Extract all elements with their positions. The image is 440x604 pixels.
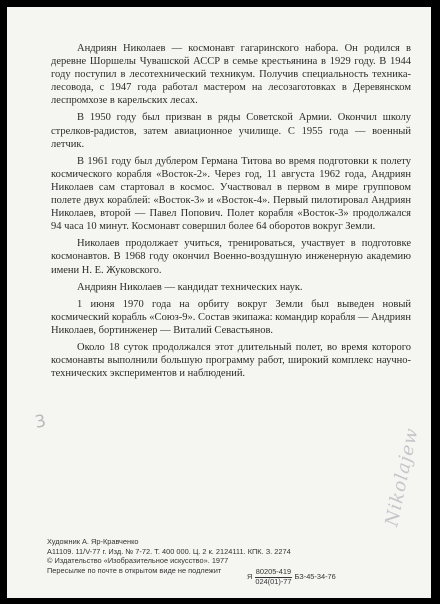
catalog-code-denominator: 024(01)-77 <box>255 576 292 586</box>
artist-credit: Художник А. Яр-Кравченко <box>47 537 139 546</box>
paragraph-flight-duration: Около 18 суток продолжался этот длительный полет, во время которого космонавты выполнили большую программу работ, широкий комплекс научно-технических экспериментов и наблюдений. <box>51 341 411 380</box>
handwritten-signature: Nikolajew <box>381 425 423 529</box>
paragraph-army: В 1950 году был призван в ряды Советской Армии. Окончил школу стрелков-радистов, затем авиационное училище. С 1955 года — военный летчик. <box>51 112 411 150</box>
catalog-code-prefix: Я <box>247 571 253 581</box>
paragraph-first-flight: В 1961 году был дублером Германа Титова во время подготовки к полету космического корабля «Восток-2». Через год, 11 августа 1962 года, Андриян Николаев сам стартовал в космос. Участвовал в первом в мире групповом полете двух кораблей: «Восток-3» и «Восток-4». Первый пилотировал Андриян Николаев, второй — Павел Попович. Полет корабля «Восток-3» продолжался 94 часа 10 минут. Космонавт совершил более 64 оборотов вокруг Земли. <box>51 155 411 233</box>
catalog-code-suffix: БЗ-45-34-76 <box>294 571 336 581</box>
publisher-imprint <box>47 537 417 575</box>
catalog-code <box>247 568 336 586</box>
copyright-line: © Издательство «Изобразительное искусство». 1977 <box>47 556 229 566</box>
paragraph-degree: Андриян Николаев — кандидат технических наук. <box>77 281 303 293</box>
paragraph-biography: Андриян Николаев — космонавт гагаринского набора. Он родился в деревне Шоршелы Чувашской АССР в семье крестьянина в 1929 году. В 1944 году поступил в лесотехнический техникум. Получив специальность техника-лесовода, с 1947 года работал мастером на лесозаготовках в Деревянском леспромхозе в карельских лесах. <box>51 43 411 107</box>
postcard-back <box>7 7 431 598</box>
paragraph-academy: Николаев продолжает учиться, тренироваться, участвует в подготовке космонавтов. В 1968 году окончил Военно-воздушную инженерную академию имени Н. Е. Жуковского. <box>51 238 411 276</box>
article-text <box>51 42 411 384</box>
paragraph-soyuz-9: 1 июня 1970 года на орбиту вокруг Земли был выведен новый космический корабль «Союз-9». Состав экипажа: командир корабля — Андриян Николаев, бортинженер — Виталий Севастьянов. <box>51 298 411 336</box>
catalog-code-numerator: 80205-419 <box>255 567 292 576</box>
handwritten-number: 3 <box>33 411 48 433</box>
mail-restriction-note: Пересылке по почте в открытом виде не подлежит <box>47 565 222 575</box>
order-details: А11109. 11/V-77 г. Изд. № 7-72. Т. 400 000. Ц. 2 к. 2124111. КПК. З. 2274 <box>47 546 291 556</box>
catalog-code-fraction <box>254 568 292 586</box>
